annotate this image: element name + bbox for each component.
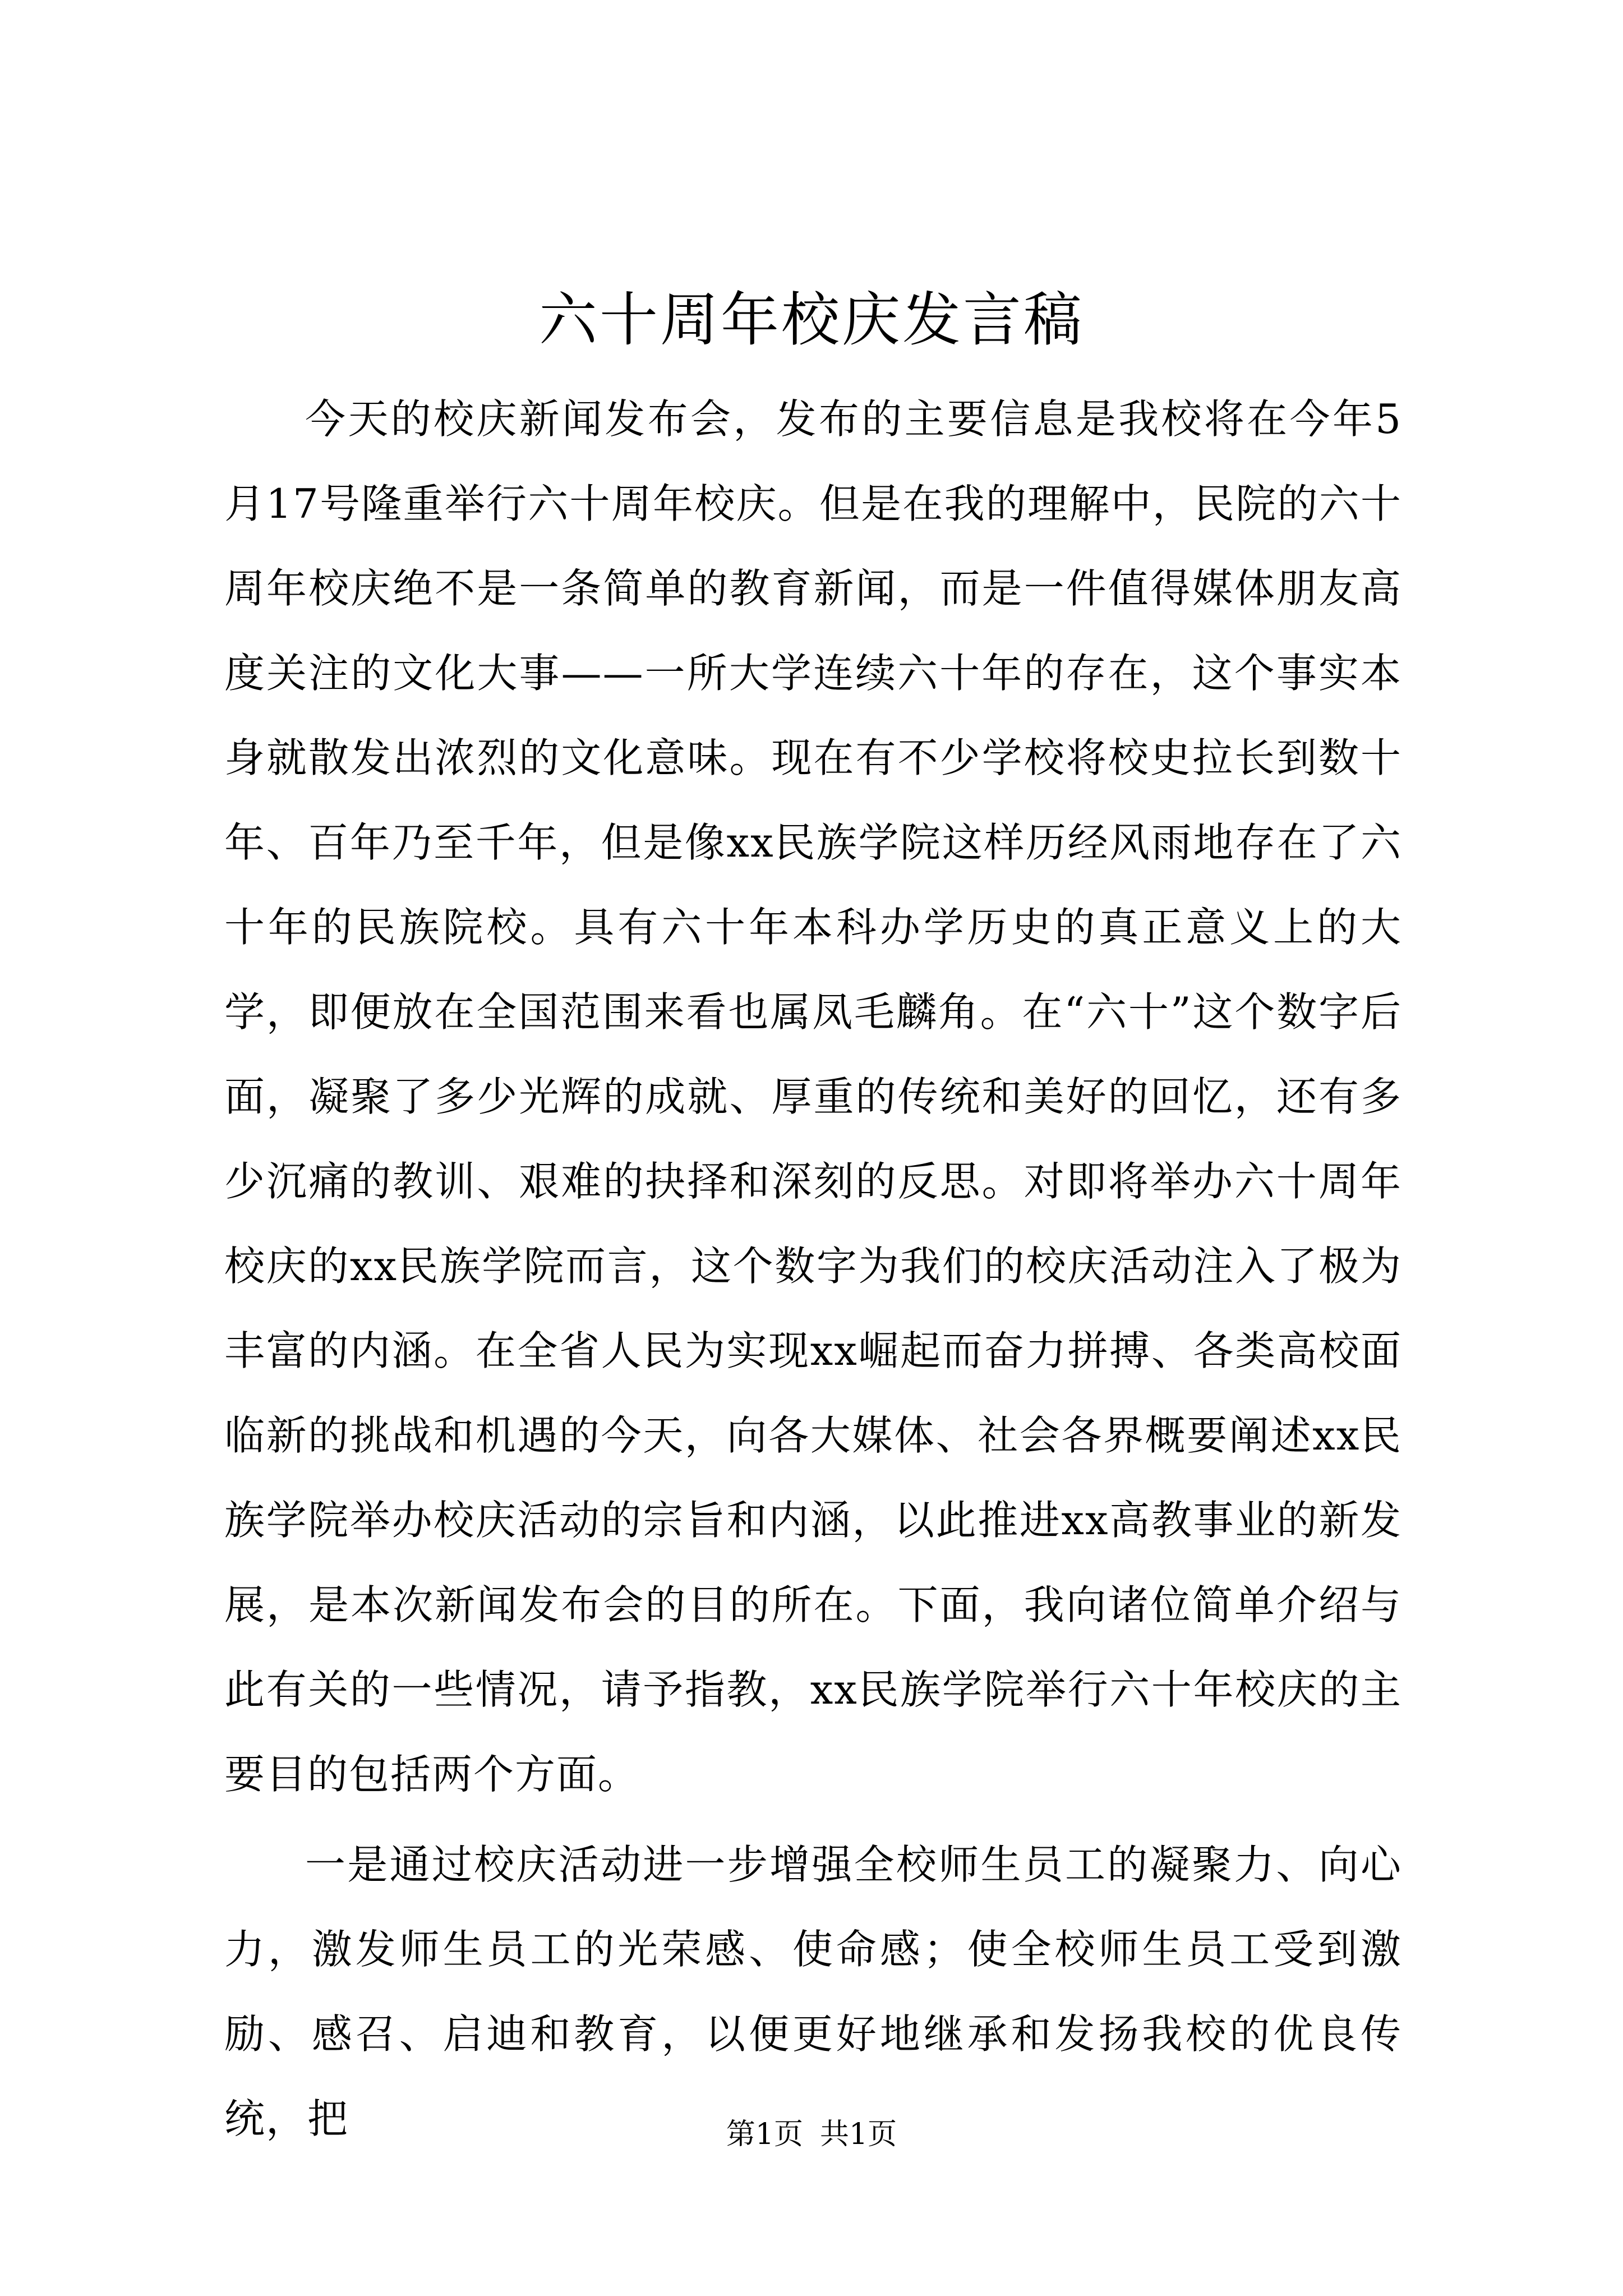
page-total: 共1页 — [820, 2118, 897, 2151]
page-number: 第1页 — [726, 2118, 803, 2151]
paragraph-purpose-one: 一是通过校庆活动进一步增强全校师生员工的凝聚力、向心力，激发师生员工的光荣感、使命感；使全校师生员工受到激励、感召、启迪和教育，以便更好地继承和发扬我校的优良传统，把 — [224, 1841, 1402, 2142]
document-body — [224, 377, 1402, 2161]
page-footer — [0, 2115, 1623, 2154]
paragraph-intro: 今天的校庆新闻发布会，发布的主要信息是我校将在今年5月17号隆重举行六十周年校庆。但是在我的理解中，民院的六十周年校庆绝不是一条简单的教育新闻，而是一件值得媒体朋友高度关注的文化大事——一所大学连续六十年的存在，这个事实本身就散发出浓烈的文化意味。现在有不少学校将校史拉长到数十年、百年乃至千年，但是像xx民族学院这样历经风雨地存在了六十年的民族院校。具有六十年本科办学历史的真正意义上的大学，即便放在全国范围来看也属凤毛麟角。在“六十”这个数字后面，凝聚了多少光辉的成就、厚重的传统和美好的回忆，还有多少沉痛的教训、艰难的抉择和深刻的反思。对即将举办六十周年校庆的xx民族学院而言，这个数字为我们的校庆活动注入了极为丰富的内涵。在全省人民为实现xx崛起而奋力拼搏、各类高校面临新的挑战和机遇的今天，向各大媒体、社会各界概要阐述xx民族学院举办校庆活动的宗旨和内涵，以此推进xx高教事业的新发展，是本次新闻发布会的目的所在。下面，我向诸位简单介绍与此有关的一些情况，请予指教，xx民族学院举行六十年校庆的主要目的包括两个方面。 — [224, 395, 1402, 1798]
document-title: 六十周年校庆发言稿 — [538, 286, 1084, 354]
